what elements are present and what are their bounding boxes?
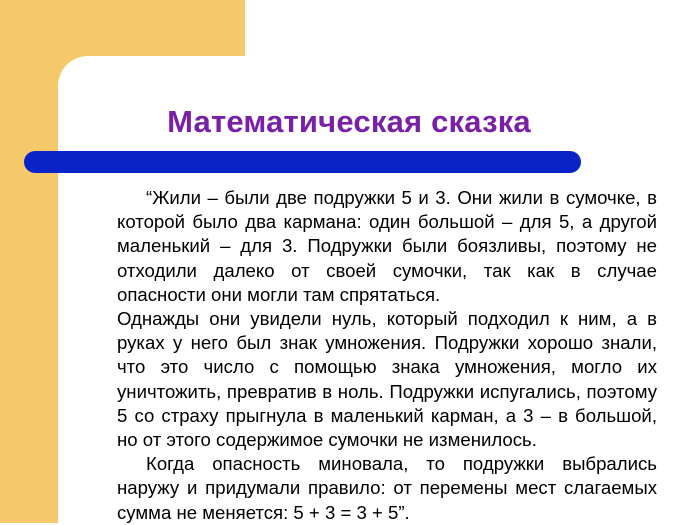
story-paragraph-3: Когда опасность миновала, то подружки выбрались наружу и придумали правило: от перемены мест слагаемых сумма не меняется: 5 + 3 = 3 + 5”. (117, 453, 657, 523)
title-divider-bar (24, 151, 581, 173)
slide-title: Математическая сказка (167, 104, 531, 139)
story-paragraph-1: “Жили – были две подружки 5 и 3. Они жили в сумочке, в которой было два кармана: один большой – для 5, а другой маленький – для 3. Подружки были боязливы, поэтому не отходили далеко от своей сумочки, так как в случае опасности они могли там спрятаться. (117, 187, 657, 305)
story-text (117, 186, 657, 525)
story-paragraph-2: Однажды они увидели нуль, который подходил к ним, а в руках у него был знак умножения. Подружки хорошо знали, что это число с помощью знака умножения, могло их уничтожить, превратив в ноль. Подружки испугались, поэтому 5 со страху прыгнула в маленький карман, а 3 – в большой, но от этого содержимое сумочки не изменилось. (117, 308, 657, 451)
